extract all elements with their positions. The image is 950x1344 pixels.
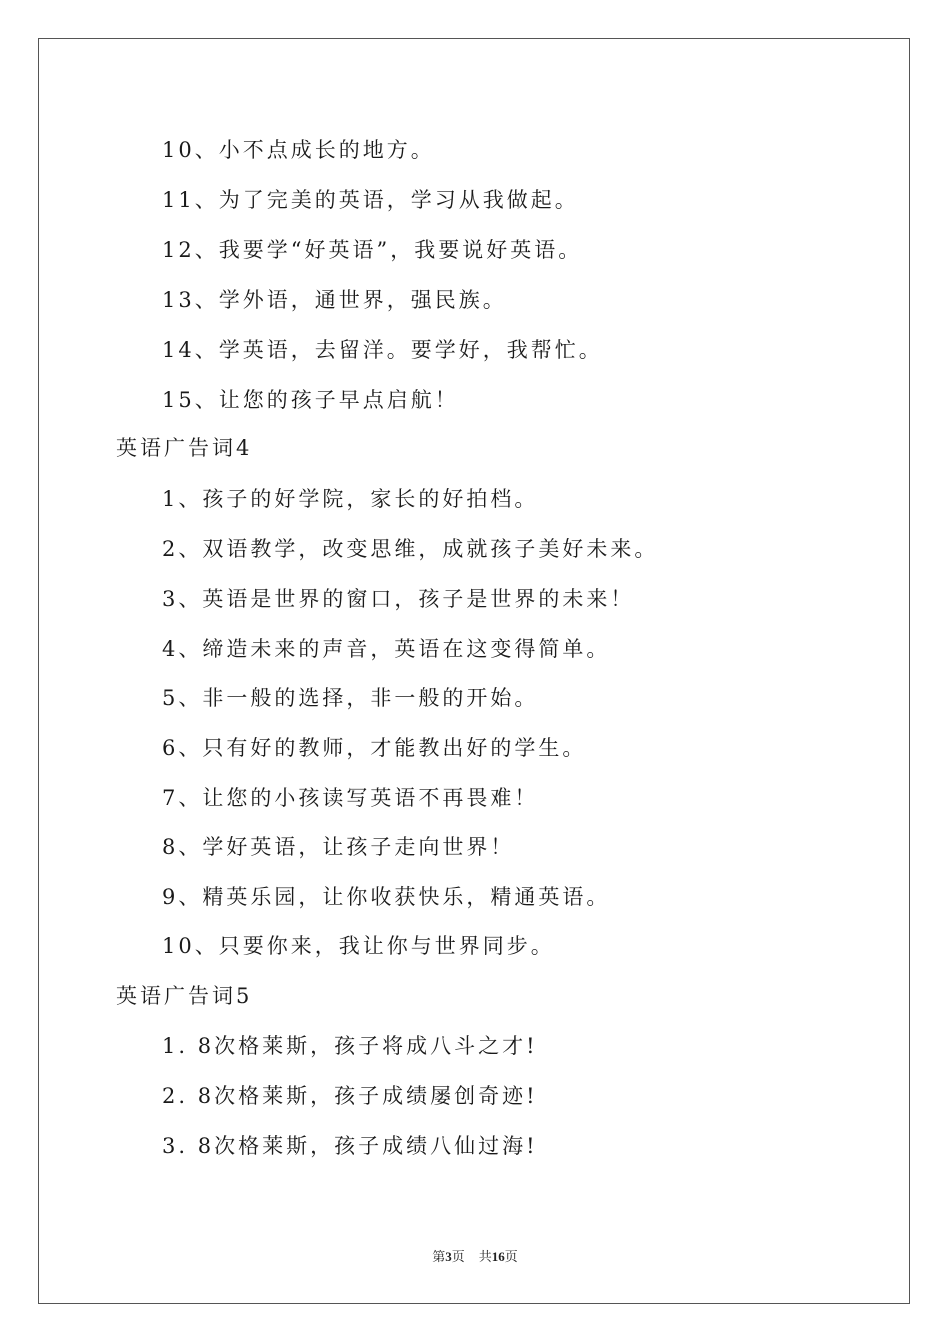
list-item: 1、孩子的好学院，家长的好拍档。: [162, 487, 539, 511]
list-item: 1. 8次格莱斯，孩子将成八斗之才!: [162, 1034, 538, 1058]
section-heading: 英语广告词5: [116, 984, 253, 1008]
total-prefix: 共: [478, 1249, 492, 1264]
list-item: 12、我要学“好英语”，我要说好英语。: [162, 238, 583, 262]
list-item: 8、学好英语，让孩子走向世界！: [162, 835, 515, 859]
total-suffix: 页: [504, 1249, 518, 1264]
list-item: 9、精英乐园，让你收获快乐，精通英语。: [162, 885, 611, 909]
list-item: 10、只要你来，我让你与世界同步。: [162, 934, 555, 958]
list-item: 4、缔造未来的声音，英语在这变得简单。: [162, 637, 611, 661]
list-item: 11、为了完美的英语，学习从我做起。: [162, 188, 579, 212]
list-item: 7、让您的小孩读写英语不再畏难！: [162, 786, 539, 810]
list-item: 6、只有好的教师，才能教出好的学生。: [162, 736, 587, 760]
list-item: 2. 8次格莱斯，孩子成绩屡创奇迹!: [162, 1084, 538, 1108]
page-prefix: 第: [432, 1249, 446, 1264]
list-item: 2、双语教学，改变思维，成就孩子美好未来。: [162, 537, 659, 561]
section-heading: 英语广告词4: [116, 436, 253, 460]
total-pages: 16: [491, 1249, 505, 1264]
page-suffix: 页: [451, 1249, 465, 1264]
list-item: 3、英语是世界的窗口，孩子是世界的未来！: [162, 587, 635, 611]
list-item: 14、学英语，去留洋。要学好，我帮忙。: [162, 338, 603, 362]
list-item: 10、小不点成长的地方。: [162, 138, 435, 162]
page-border: [38, 38, 910, 1304]
list-item: 13、学外语，通世界，强民族。: [162, 288, 507, 312]
list-item: 15、让您的孩子早点启航！: [162, 388, 459, 412]
list-item: 5、非一般的选择，非一般的开始。: [162, 686, 539, 710]
list-item: 3. 8次格莱斯，孩子成绩八仙过海!: [162, 1134, 538, 1158]
page-footer: [0, 1246, 950, 1265]
page-number: 3: [445, 1249, 452, 1264]
